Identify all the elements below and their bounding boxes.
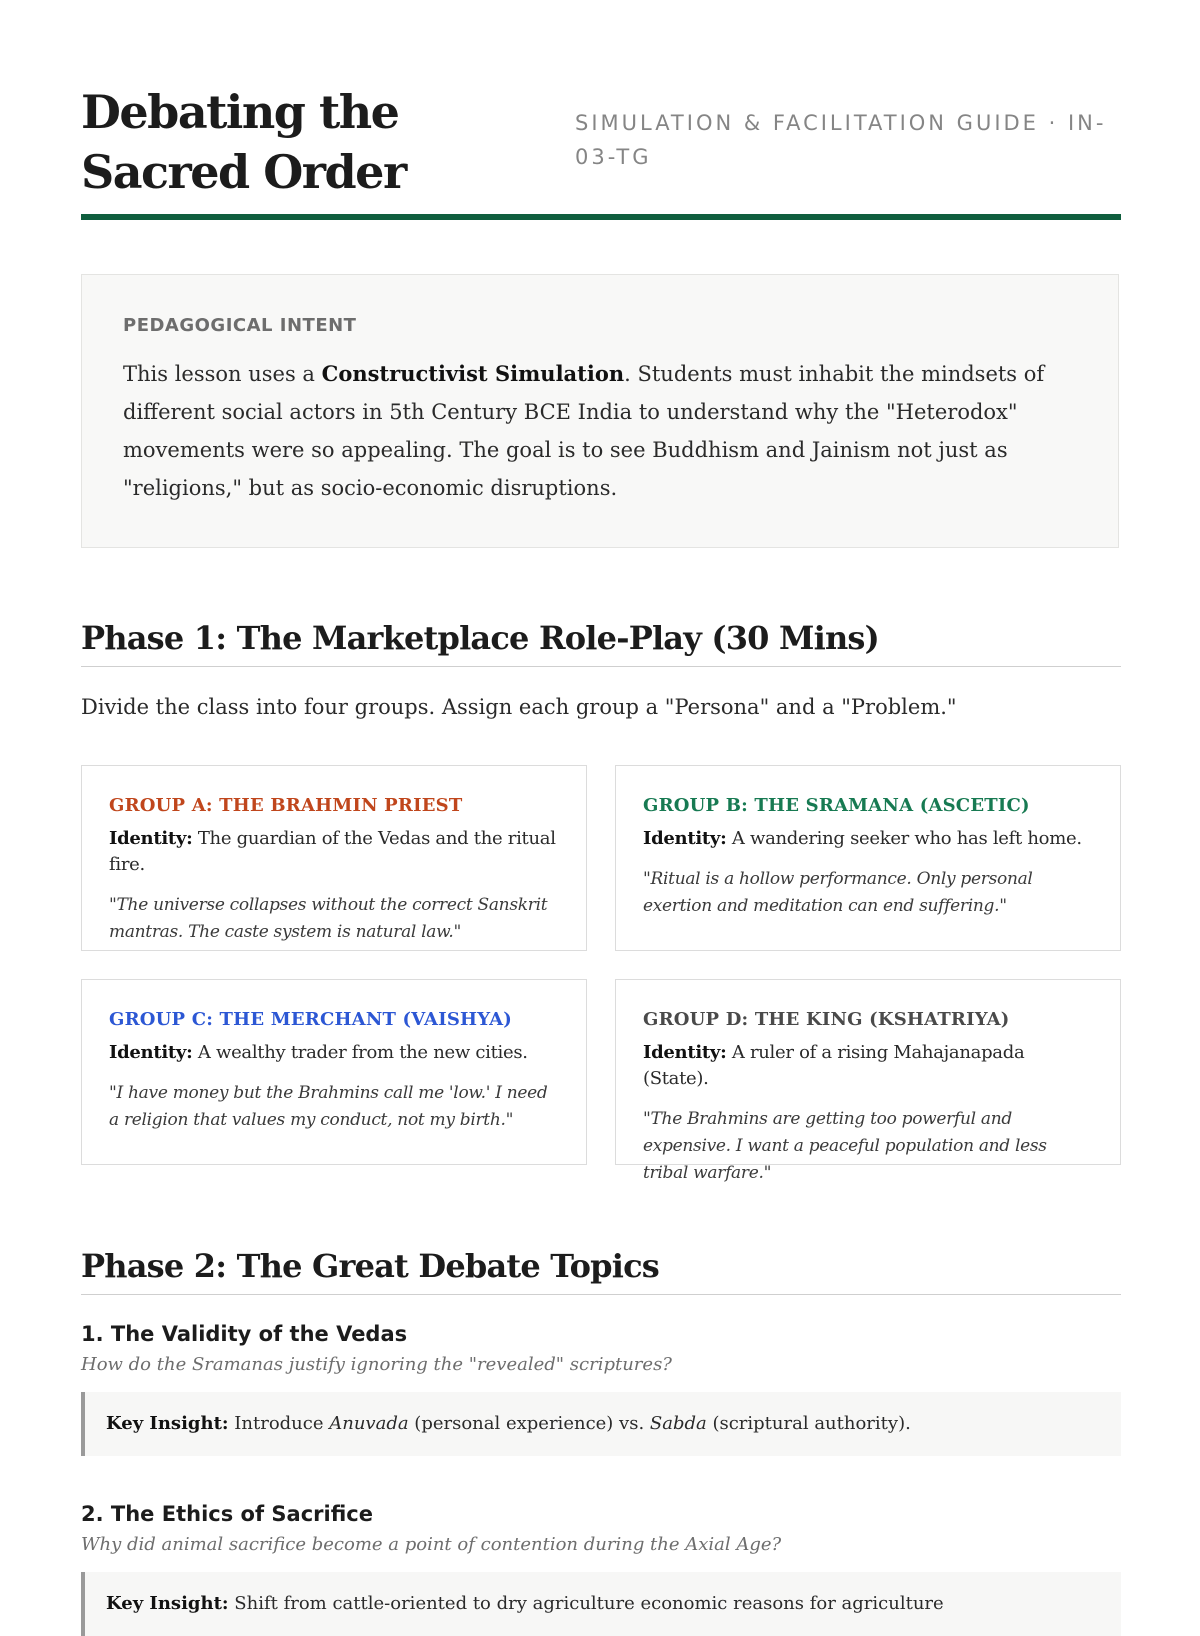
identity-text: A ruler of a rising Mahajanapada (State). — [643, 1042, 1025, 1089]
topic-question: How do the Sramanas justify ignoring the "revealed" scriptures? — [81, 1354, 672, 1375]
intent-text-1: This lesson uses a — [123, 362, 322, 386]
intent-text-2: . Students must inhabit the mindsets of different social actors in 5th Century BCE India to understand why the "Heterodox" movements were so appealing. The goal is to see Buddhism and Jainism not just as "religions," but as socio-economic disruptions. — [123, 362, 1045, 500]
group-title: GROUP C: THE MERCHANT (VAISHYA) — [109, 1009, 513, 1030]
document-page — [81, 0, 1121, 1614]
topic-question: Why did animal sacrifice become a point of contention during the Axial Age? — [81, 1534, 782, 1555]
phase-2-heading: Phase 2: The Great Debate Topics — [81, 1244, 1121, 1295]
group-card-c — [81, 979, 587, 1165]
identity-text: A wealthy trader from the new cities. — [197, 1042, 528, 1063]
insight-term: Anuvada — [329, 1413, 409, 1434]
page-header — [81, 0, 1121, 220]
page-subtitle: SIMULATION & FACILITATION GUIDE · IN-03-TG — [575, 111, 1107, 169]
identity-text: A wandering seeker who has left home. — [731, 828, 1082, 849]
topic-title: 2. The Ethics of Sacrifice — [81, 1502, 373, 1526]
intent-label: PEDAGOGICAL INTENT — [123, 315, 357, 336]
phase-1-heading: Phase 1: The Marketplace Role-Play (30 Mins) — [81, 616, 1121, 667]
identity-label: Identity: — [643, 1042, 727, 1063]
group-identity — [643, 1040, 1093, 1092]
identity-text: The guardian of the Vedas and the ritual fire. — [109, 828, 556, 875]
insight-text: (personal experience) vs. — [408, 1413, 650, 1434]
group-card-b — [615, 765, 1121, 951]
group-identity — [643, 826, 1093, 852]
identity-label: Identity: — [109, 1042, 193, 1063]
key-insight-box — [81, 1392, 1121, 1456]
intent-body — [123, 355, 1053, 507]
group-quote: "I have money but the Brahmins call me 'low.' I need a religion that values my conduct, not my birth." — [109, 1083, 548, 1130]
insight-text: Shift from cattle-oriented to dry agriculture economic reasons for agriculture — [234, 1593, 944, 1614]
group-card-d — [615, 979, 1121, 1183]
identity-label: Identity: — [643, 828, 727, 849]
group-quote: "The Brahmins are getting too powerful and expensive. I want a peaceful population and less tribal warfare." — [643, 1109, 1047, 1183]
insight-text: (scriptural authority). — [706, 1413, 911, 1434]
intent-bold: Constructivist Simulation — [321, 361, 625, 386]
header-divider — [81, 214, 1121, 220]
page-title: Debating the Sacred Order — [81, 85, 406, 199]
group-identity — [109, 1040, 559, 1066]
phase-1-lead: Divide the class into four groups. Assign each group a "Persona" and a "Problem." — [81, 695, 957, 719]
group-quote: "Ritual is a hollow performance. Only personal exertion and meditation can end suffering." — [643, 869, 1033, 916]
group-title: GROUP B: THE SRAMANA (ASCETIC) — [643, 795, 1030, 816]
topic-title: 1. The Validity of the Vedas — [81, 1322, 408, 1346]
identity-label: Identity: — [109, 828, 193, 849]
group-title: GROUP A: THE BRAHMIN PRIEST — [109, 795, 463, 816]
insight-label: Key Insight: — [106, 1593, 229, 1614]
insight-term: Sabda — [649, 1413, 707, 1434]
group-title: GROUP D: THE KING (KSHATRIYA) — [643, 1009, 1010, 1030]
key-insight-box — [81, 1572, 1121, 1636]
pedagogical-intent-box — [81, 274, 1119, 548]
group-card-a — [81, 765, 587, 951]
insight-label: Key Insight: — [106, 1413, 229, 1434]
group-identity — [109, 826, 559, 878]
group-quote: "The universe collapses without the correct Sanskrit mantras. The caste system is natural law." — [109, 895, 548, 942]
insight-text: Introduce — [234, 1413, 330, 1434]
